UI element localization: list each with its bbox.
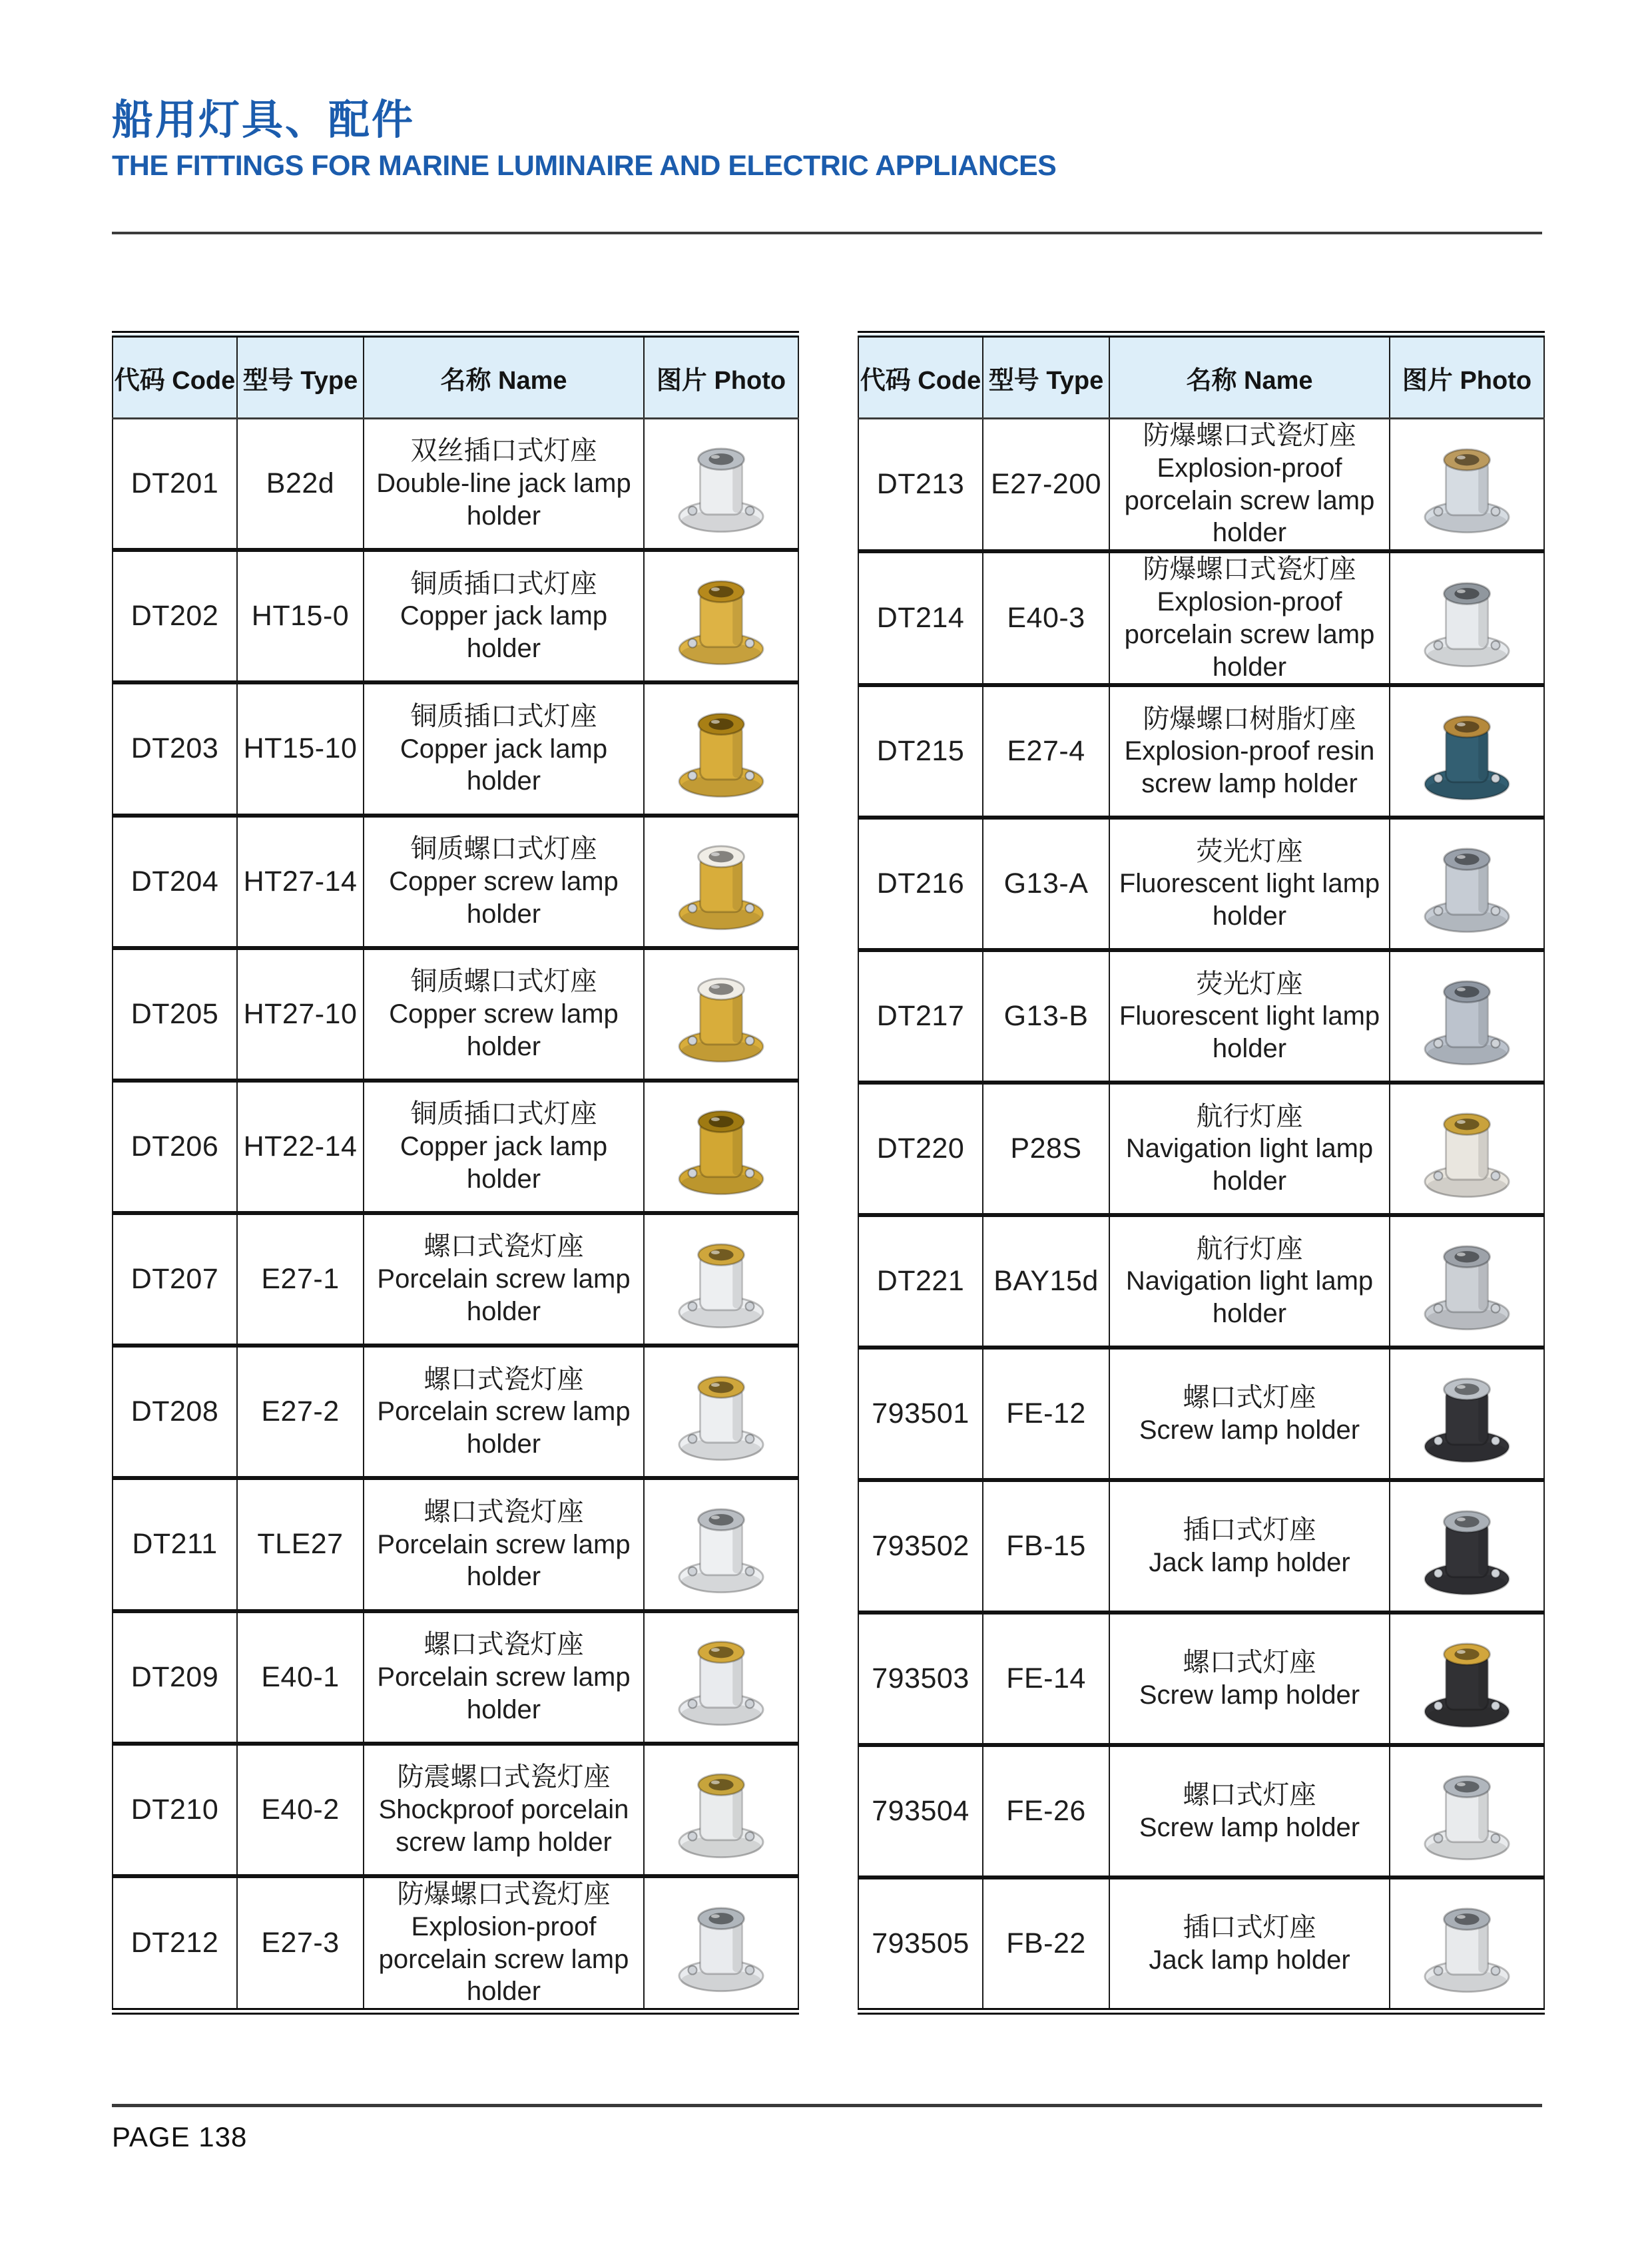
type-cell: HT27-10 bbox=[237, 948, 364, 1081]
product-photo bbox=[1410, 1754, 1524, 1869]
type-cell: FE-12 bbox=[983, 1348, 1109, 1480]
product-photo bbox=[1410, 959, 1524, 1074]
type-cell: FE-26 bbox=[983, 1745, 1109, 1877]
code-cell: DT212 bbox=[113, 1876, 237, 2011]
product-name-en: Porcelain screw lamp holder bbox=[377, 1529, 631, 1592]
type-cell: HT22-14 bbox=[237, 1081, 364, 1213]
table-row bbox=[858, 419, 1544, 552]
photo-cell bbox=[644, 1081, 798, 1213]
product-name-zh: 防爆螺口树脂灯座 bbox=[1143, 704, 1356, 734]
type-cell: FB-22 bbox=[983, 1877, 1109, 2011]
photo-cell bbox=[644, 419, 798, 551]
page-header bbox=[112, 97, 1057, 182]
product-name-en: Jack lamp holder bbox=[1149, 1547, 1350, 1577]
name-cell bbox=[364, 682, 644, 815]
product-name-en: Screw lamp holder bbox=[1139, 1415, 1360, 1445]
product-photo bbox=[664, 559, 778, 674]
photo-cell bbox=[644, 1346, 798, 1478]
product-name-en: Copper screw lamp holder bbox=[389, 866, 619, 929]
column-header-name: 名称 Name bbox=[364, 334, 644, 419]
name-cell bbox=[364, 1876, 644, 2011]
code-cell: 793504 bbox=[858, 1745, 983, 1877]
product-name-zh: 螺口式瓷灯座 bbox=[423, 1497, 584, 1527]
table-row bbox=[858, 950, 1544, 1083]
type-cell: HT15-10 bbox=[237, 682, 364, 815]
table-row bbox=[858, 1215, 1544, 1348]
column-header-type: 型号 Type bbox=[237, 334, 364, 419]
photo-cell bbox=[1390, 1877, 1544, 2011]
product-name-zh: 防爆螺口式瓷灯座 bbox=[1143, 555, 1356, 585]
page-title-zh: 船用灯具、配件 bbox=[112, 97, 415, 143]
code-cell: DT202 bbox=[113, 550, 237, 682]
product-name-zh: 航行灯座 bbox=[1196, 1234, 1303, 1264]
product-name-zh: 铜质插口式灯座 bbox=[410, 1099, 597, 1129]
column-header-photo: 图片 Photo bbox=[1390, 334, 1544, 419]
type-cell: E27-3 bbox=[237, 1876, 364, 2011]
photo-cell bbox=[644, 816, 798, 948]
type-cell: E40-2 bbox=[237, 1744, 364, 1876]
code-cell: DT214 bbox=[858, 551, 983, 685]
name-cell bbox=[1109, 419, 1390, 552]
footer-divider bbox=[112, 2104, 1542, 2107]
photo-cell bbox=[1390, 1745, 1544, 1877]
code-cell: DT208 bbox=[113, 1346, 237, 1478]
product-photo bbox=[1410, 1887, 1524, 2001]
code-cell: DT215 bbox=[858, 685, 983, 818]
product-photo bbox=[664, 1355, 778, 1469]
table-row bbox=[858, 1083, 1544, 1215]
type-cell: FE-14 bbox=[983, 1613, 1109, 1745]
page-title-en: THE FITTINGS FOR MARINE LUMINAIRE AND ELECTRIC APPLIANCES bbox=[112, 150, 1057, 182]
name-cell bbox=[364, 1611, 644, 1744]
product-name-zh: 防爆螺口式瓷灯座 bbox=[397, 1879, 611, 1909]
table-row bbox=[858, 1877, 1544, 2011]
photo-cell bbox=[1390, 1348, 1544, 1480]
product-name-en: Shockproof porcelain screw lamp holder bbox=[378, 1794, 629, 1857]
product-name-en: Copper jack lamp holder bbox=[400, 734, 608, 796]
type-cell: BAY15d bbox=[983, 1215, 1109, 1348]
photo-cell bbox=[644, 948, 798, 1081]
product-name-zh: 铜质插口式灯座 bbox=[410, 701, 597, 731]
header-divider bbox=[112, 232, 1542, 234]
name-cell bbox=[1109, 1348, 1390, 1480]
product-name-zh: 双丝插口式灯座 bbox=[410, 436, 597, 466]
product-name-en: Explosion-proof porcelain screw lamp holder bbox=[1124, 453, 1375, 548]
name-cell bbox=[364, 948, 644, 1081]
table-row bbox=[113, 682, 798, 815]
product-name-zh: 荧光灯座 bbox=[1196, 969, 1303, 999]
product-name-zh: 铜质螺口式灯座 bbox=[410, 967, 597, 997]
product-photo bbox=[664, 1487, 778, 1602]
product-name-en: Porcelain screw lamp holder bbox=[377, 1662, 631, 1724]
name-cell bbox=[364, 1081, 644, 1213]
product-photo bbox=[1410, 427, 1524, 542]
code-cell: DT211 bbox=[113, 1478, 237, 1611]
product-photo bbox=[664, 1886, 778, 2001]
product-name-en: Navigation light lamp holder bbox=[1125, 1134, 1374, 1196]
product-photo bbox=[664, 692, 778, 806]
name-cell bbox=[1109, 1613, 1390, 1745]
column-header-code: 代码 Code bbox=[858, 334, 983, 419]
product-name-zh: 防爆螺口式瓷灯座 bbox=[1143, 421, 1356, 450]
type-cell: E27-1 bbox=[237, 1213, 364, 1346]
photo-cell bbox=[1390, 1215, 1544, 1348]
product-photo bbox=[664, 1089, 778, 1204]
product-name-en: Double-line jack lamp holder bbox=[376, 469, 631, 531]
table-row bbox=[113, 1081, 798, 1213]
name-cell bbox=[364, 550, 644, 682]
photo-cell bbox=[1390, 685, 1544, 818]
product-name-en: Screw lamp holder bbox=[1139, 1680, 1360, 1710]
column-header-code: 代码 Code bbox=[113, 334, 237, 419]
type-cell: TLE27 bbox=[237, 1478, 364, 1611]
product-name-en: Navigation light lamp holder bbox=[1125, 1266, 1374, 1329]
code-cell: 793503 bbox=[858, 1613, 983, 1745]
product-name-en: Jack lamp holder bbox=[1149, 1945, 1350, 1975]
product-name-zh: 插口式灯座 bbox=[1183, 1913, 1316, 1943]
product-photo bbox=[664, 1620, 778, 1734]
photo-cell bbox=[644, 1611, 798, 1744]
type-cell: HT15-0 bbox=[237, 550, 364, 682]
product-photo bbox=[664, 1222, 778, 1337]
table-row bbox=[858, 1480, 1544, 1613]
table-row bbox=[113, 1213, 798, 1346]
product-name-en: Screw lamp holder bbox=[1139, 1812, 1360, 1842]
product-photo bbox=[664, 824, 778, 939]
table-row bbox=[113, 816, 798, 948]
product-name-en: Fluorescent light lamp holder bbox=[1119, 869, 1380, 931]
table-row bbox=[113, 948, 798, 1081]
catalog-tables bbox=[112, 331, 1545, 2015]
product-photo bbox=[1410, 561, 1524, 676]
product-name-zh: 荧光灯座 bbox=[1196, 836, 1303, 866]
name-cell bbox=[1109, 1480, 1390, 1613]
type-cell: E27-2 bbox=[237, 1346, 364, 1478]
name-cell bbox=[1109, 551, 1390, 685]
photo-cell bbox=[644, 1478, 798, 1611]
column-header-photo: 图片 Photo bbox=[644, 334, 798, 419]
product-photo bbox=[1410, 1092, 1524, 1206]
name-cell bbox=[1109, 1083, 1390, 1215]
code-cell: 793501 bbox=[858, 1348, 983, 1480]
photo-cell bbox=[1390, 551, 1544, 685]
name-cell bbox=[364, 1478, 644, 1611]
name-cell bbox=[364, 1744, 644, 1876]
photo-cell bbox=[644, 1213, 798, 1346]
type-cell: P28S bbox=[983, 1083, 1109, 1215]
code-cell: 793502 bbox=[858, 1480, 983, 1613]
photo-cell bbox=[644, 1744, 798, 1876]
product-name-zh: 插口式灯座 bbox=[1183, 1515, 1316, 1545]
type-cell: E27-4 bbox=[983, 685, 1109, 818]
product-name-en: Copper jack lamp holder bbox=[400, 1132, 608, 1194]
table-row bbox=[113, 419, 798, 551]
photo-cell bbox=[1390, 1480, 1544, 1613]
table-row bbox=[113, 1478, 798, 1611]
catalog-table-left bbox=[112, 331, 799, 2015]
product-name-en: Explosion-proof resin screw lamp holder bbox=[1124, 736, 1375, 799]
code-cell: DT216 bbox=[858, 818, 983, 950]
product-name-en: Copper screw lamp holder bbox=[389, 999, 619, 1061]
column-header-type: 型号 Type bbox=[983, 334, 1109, 419]
photo-cell bbox=[644, 1876, 798, 2011]
name-cell bbox=[364, 1346, 644, 1478]
product-name-en: Copper jack lamp holder bbox=[400, 601, 608, 664]
product-name-en: Explosion-proof porcelain screw lamp holder bbox=[378, 1911, 629, 2007]
name-cell bbox=[364, 1213, 644, 1346]
code-cell: DT209 bbox=[113, 1611, 237, 1744]
photo-cell bbox=[1390, 1083, 1544, 1215]
type-cell: E27-200 bbox=[983, 419, 1109, 552]
name-cell bbox=[1109, 1877, 1390, 2011]
product-name-zh: 螺口式灯座 bbox=[1183, 1780, 1316, 1810]
type-cell: G13-A bbox=[983, 818, 1109, 950]
code-cell: DT204 bbox=[113, 816, 237, 948]
product-photo bbox=[1410, 1622, 1524, 1736]
product-name-en: Porcelain screw lamp holder bbox=[377, 1397, 631, 1459]
column-header-name: 名称 Name bbox=[1109, 334, 1390, 419]
code-cell: DT203 bbox=[113, 682, 237, 815]
table-row bbox=[858, 818, 1544, 950]
page-number: PAGE 138 bbox=[112, 2121, 248, 2152]
name-cell bbox=[1109, 950, 1390, 1083]
name-cell bbox=[1109, 818, 1390, 950]
product-photo bbox=[664, 1752, 778, 1867]
product-photo bbox=[664, 427, 778, 541]
product-name-zh: 防震螺口式瓷灯座 bbox=[397, 1762, 611, 1792]
table-row bbox=[113, 1611, 798, 1744]
photo-cell bbox=[644, 682, 798, 815]
photo-cell bbox=[1390, 818, 1544, 950]
product-name-zh: 螺口式瓷灯座 bbox=[423, 1629, 584, 1659]
product-name-zh: 铜质插口式灯座 bbox=[410, 569, 597, 599]
code-cell: DT201 bbox=[113, 419, 237, 551]
code-cell: DT205 bbox=[113, 948, 237, 1081]
photo-cell bbox=[644, 550, 798, 682]
product-name-zh: 螺口式瓷灯座 bbox=[423, 1232, 584, 1262]
type-cell: E40-1 bbox=[237, 1611, 364, 1744]
name-cell bbox=[1109, 1745, 1390, 1877]
product-name-en: Porcelain screw lamp holder bbox=[377, 1264, 631, 1327]
table-header bbox=[113, 334, 798, 419]
type-cell: FB-15 bbox=[983, 1480, 1109, 1613]
product-name-en: Explosion-proof porcelain screw lamp holder bbox=[1124, 587, 1375, 682]
code-cell: DT221 bbox=[858, 1215, 983, 1348]
table-row bbox=[858, 551, 1544, 685]
name-cell bbox=[1109, 685, 1390, 818]
catalog-table-right bbox=[858, 331, 1545, 2015]
code-cell: DT213 bbox=[858, 419, 983, 552]
type-cell: G13-B bbox=[983, 950, 1109, 1083]
photo-cell bbox=[1390, 1613, 1544, 1745]
code-cell: DT220 bbox=[858, 1083, 983, 1215]
type-cell: B22d bbox=[237, 419, 364, 551]
product-photo bbox=[1410, 694, 1524, 809]
table-row bbox=[858, 1348, 1544, 1480]
photo-cell bbox=[1390, 419, 1544, 552]
type-cell: E40-3 bbox=[983, 551, 1109, 685]
code-cell: DT217 bbox=[858, 950, 983, 1083]
product-photo bbox=[664, 957, 778, 1071]
code-cell: DT210 bbox=[113, 1744, 237, 1876]
table-row bbox=[858, 1745, 1544, 1877]
product-photo bbox=[1410, 827, 1524, 941]
table-row bbox=[113, 550, 798, 682]
name-cell bbox=[364, 419, 644, 551]
name-cell bbox=[1109, 1215, 1390, 1348]
table-header bbox=[858, 334, 1544, 419]
table-row bbox=[113, 1744, 798, 1876]
table-row bbox=[113, 1346, 798, 1478]
photo-cell bbox=[1390, 950, 1544, 1083]
table-row bbox=[113, 1876, 798, 2011]
product-photo bbox=[1410, 1224, 1524, 1339]
product-name-en: Fluorescent light lamp holder bbox=[1119, 1001, 1380, 1064]
table-row bbox=[858, 1613, 1544, 1745]
product-name-zh: 螺口式瓷灯座 bbox=[423, 1364, 584, 1394]
product-name-zh: 螺口式灯座 bbox=[1183, 1648, 1316, 1678]
table-row bbox=[858, 685, 1544, 818]
code-cell: 793505 bbox=[858, 1877, 983, 2011]
code-cell: DT207 bbox=[113, 1213, 237, 1346]
name-cell bbox=[364, 816, 644, 948]
product-name-zh: 铜质螺口式灯座 bbox=[410, 834, 597, 864]
product-name-zh: 航行灯座 bbox=[1196, 1101, 1303, 1131]
product-photo bbox=[1410, 1489, 1524, 1604]
product-name-zh: 螺口式灯座 bbox=[1183, 1383, 1316, 1413]
type-cell: HT27-14 bbox=[237, 816, 364, 948]
product-photo bbox=[1410, 1357, 1524, 1471]
code-cell: DT206 bbox=[113, 1081, 237, 1213]
